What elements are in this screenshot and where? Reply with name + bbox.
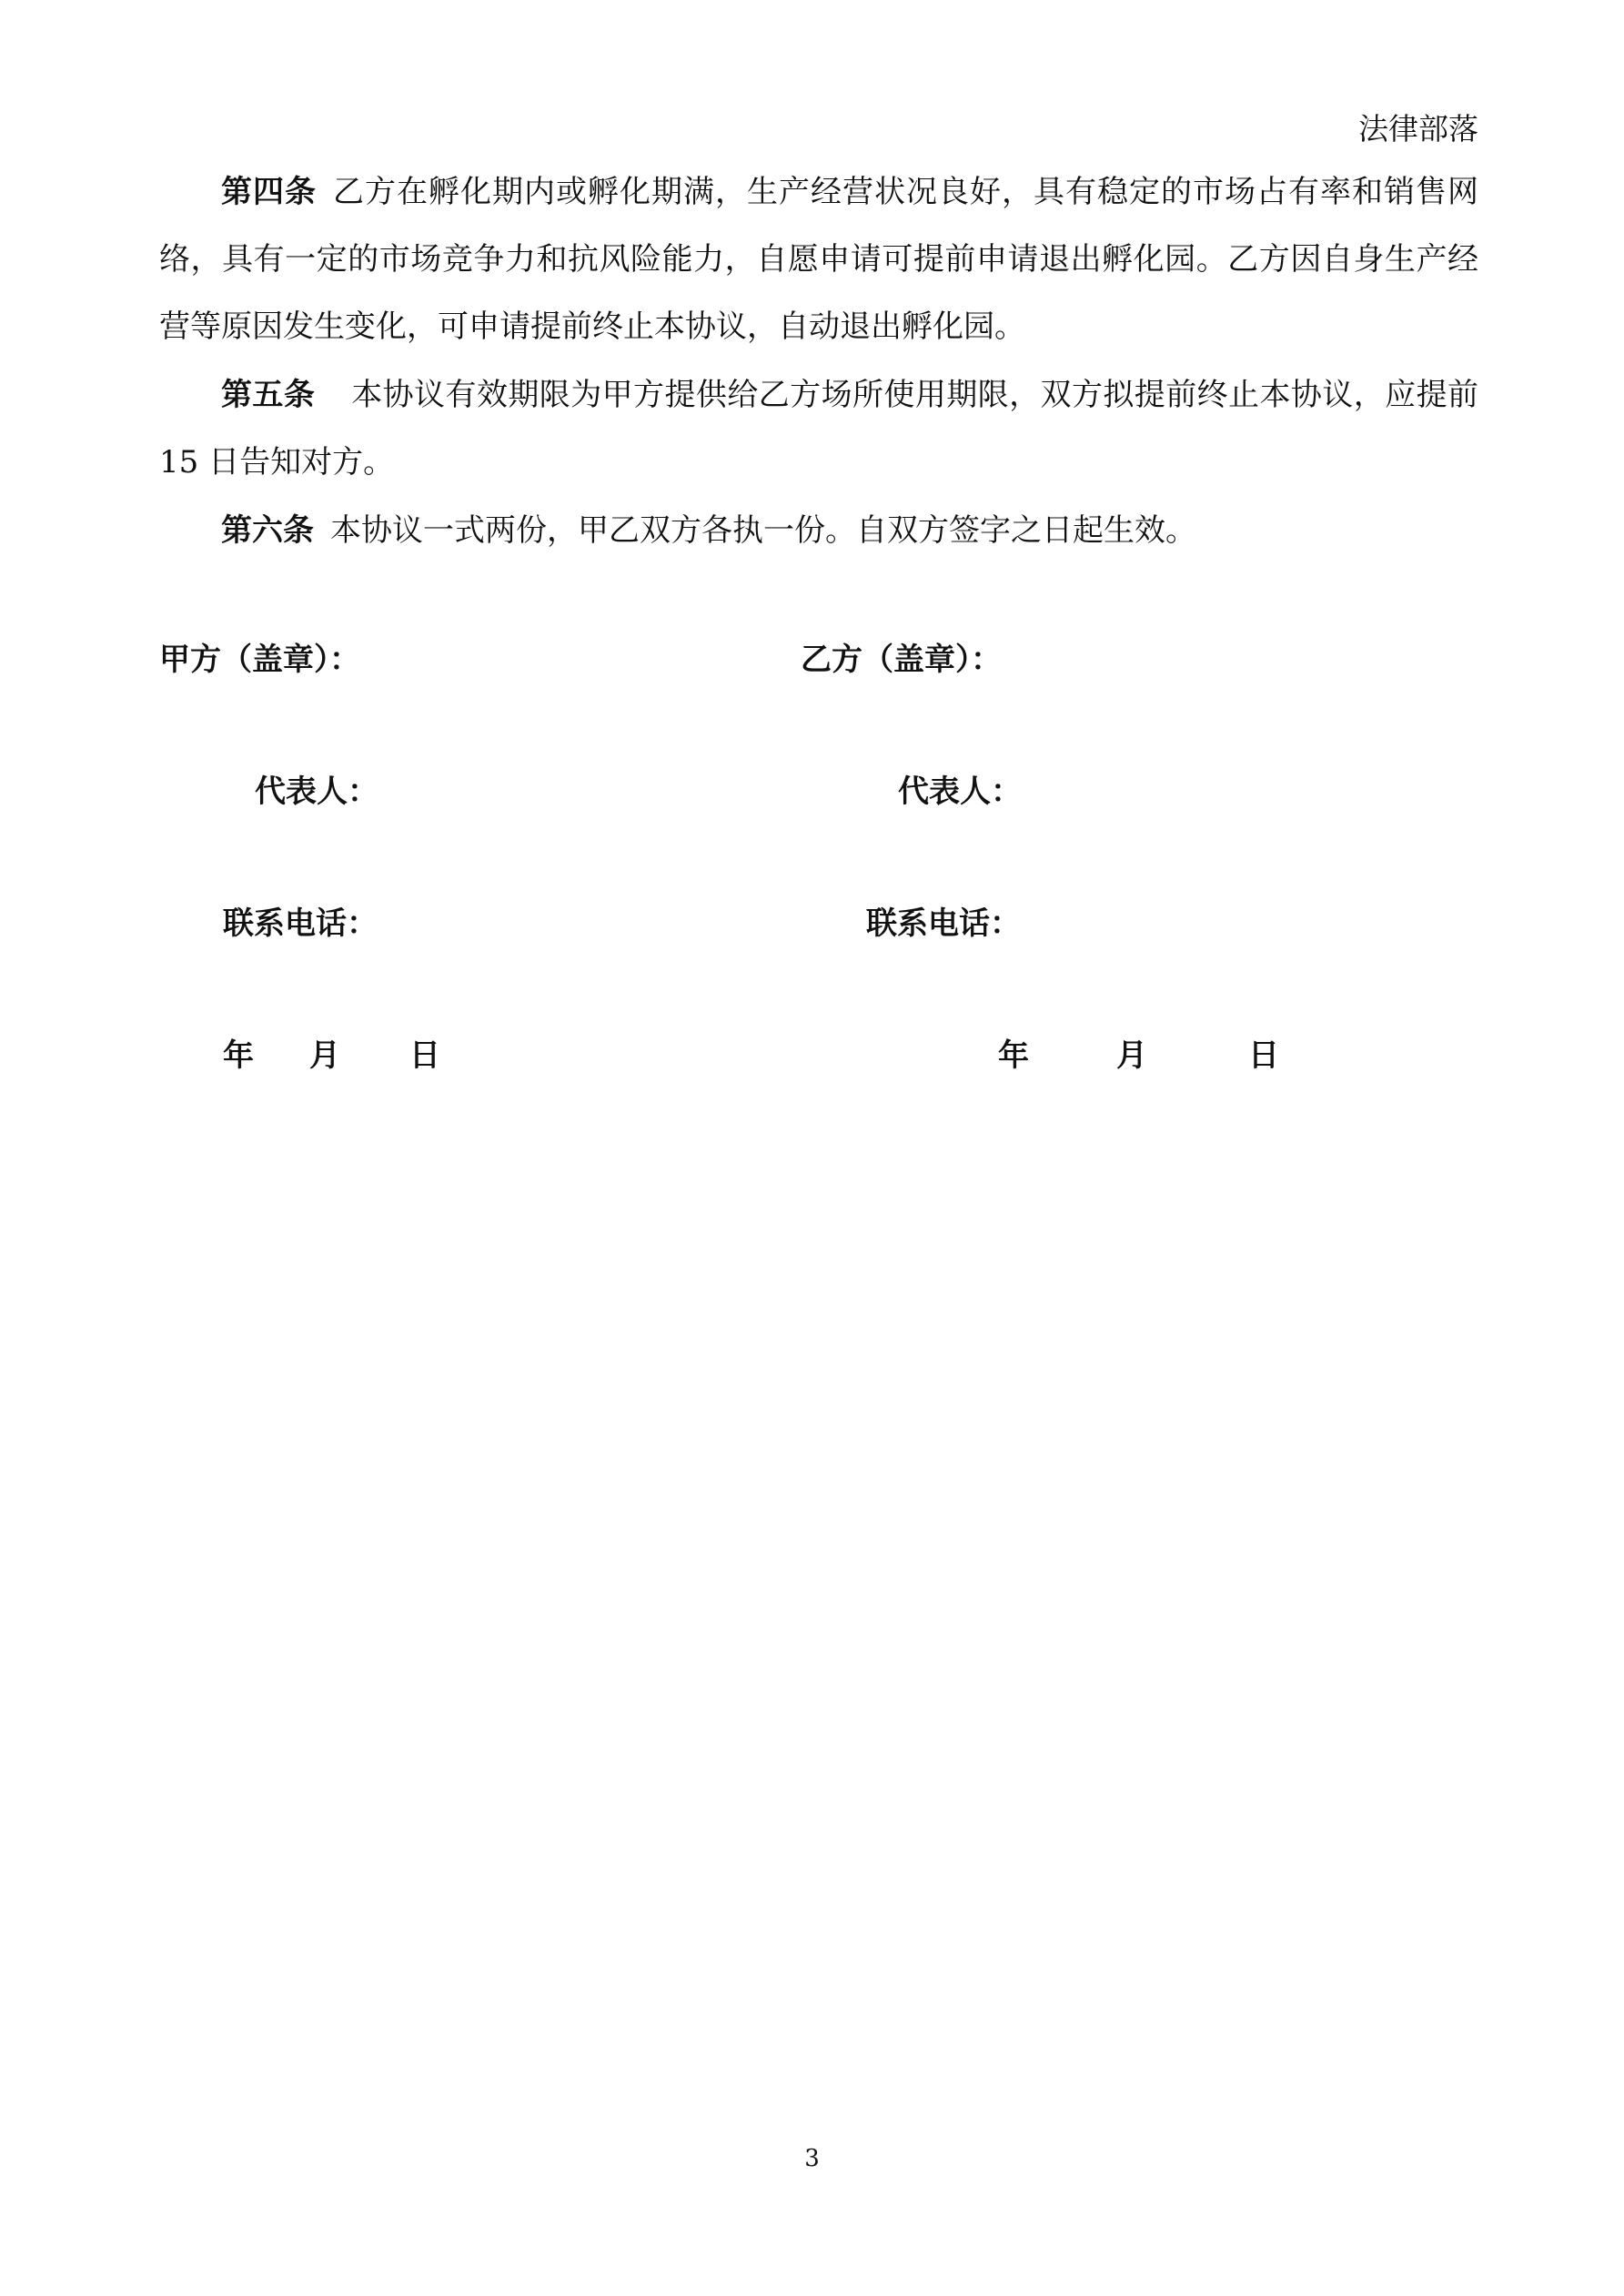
- article-4-text: 乙方在孵化期内或孵化期满，生产经营状况良好，具有稳定的市场占有率和销售网络，具有一定的市场竞争力和抗风险能力，自愿申请可提前申请退出孵化园。乙方因自身生产经营等原因发生变化，可申请提前终止本协议，自动退出孵化园。: [159, 174, 1478, 345]
- party-b-phone-label: 联系电话：: [866, 905, 1021, 942]
- party-b-month-label: 月: [1116, 1037, 1147, 1074]
- article-5-text: 本协议有效期限为甲方提供给乙方场所使用期限，双方拟提前终止本协议，应提前 15 日告知对方。: [159, 377, 1478, 480]
- party-a-phone-label: 联系电话：: [223, 905, 378, 942]
- article-5-title: 第五条: [221, 377, 316, 413]
- article-5: [159, 361, 1478, 496]
- article-6-title: 第六条: [221, 512, 314, 549]
- party-a-representative-label: 代表人：: [255, 774, 378, 810]
- party-b-representative-label: 代表人：: [898, 774, 1022, 810]
- party-b-year-label: 年: [998, 1037, 1029, 1074]
- article-4: [159, 158, 1478, 360]
- article-4-title: 第四条: [221, 174, 317, 210]
- article-6-text: 本协议一式两份，甲乙双方各执一份。自双方签字之日起生效。: [330, 512, 1196, 549]
- party-b-day-label: 日: [1248, 1037, 1279, 1074]
- page-number: 3: [804, 2145, 820, 2172]
- header-label: 法律部落: [1358, 111, 1478, 147]
- party-a-day-label: 日: [409, 1037, 440, 1074]
- party-a-year-label: 年: [223, 1037, 254, 1074]
- party-b-seal-label: 乙方（盖章）：: [801, 642, 1002, 678]
- party-a-month-label: 月: [309, 1037, 340, 1074]
- party-a-seal-label: 甲方（盖章）：: [159, 642, 360, 678]
- article-6: [159, 497, 1478, 564]
